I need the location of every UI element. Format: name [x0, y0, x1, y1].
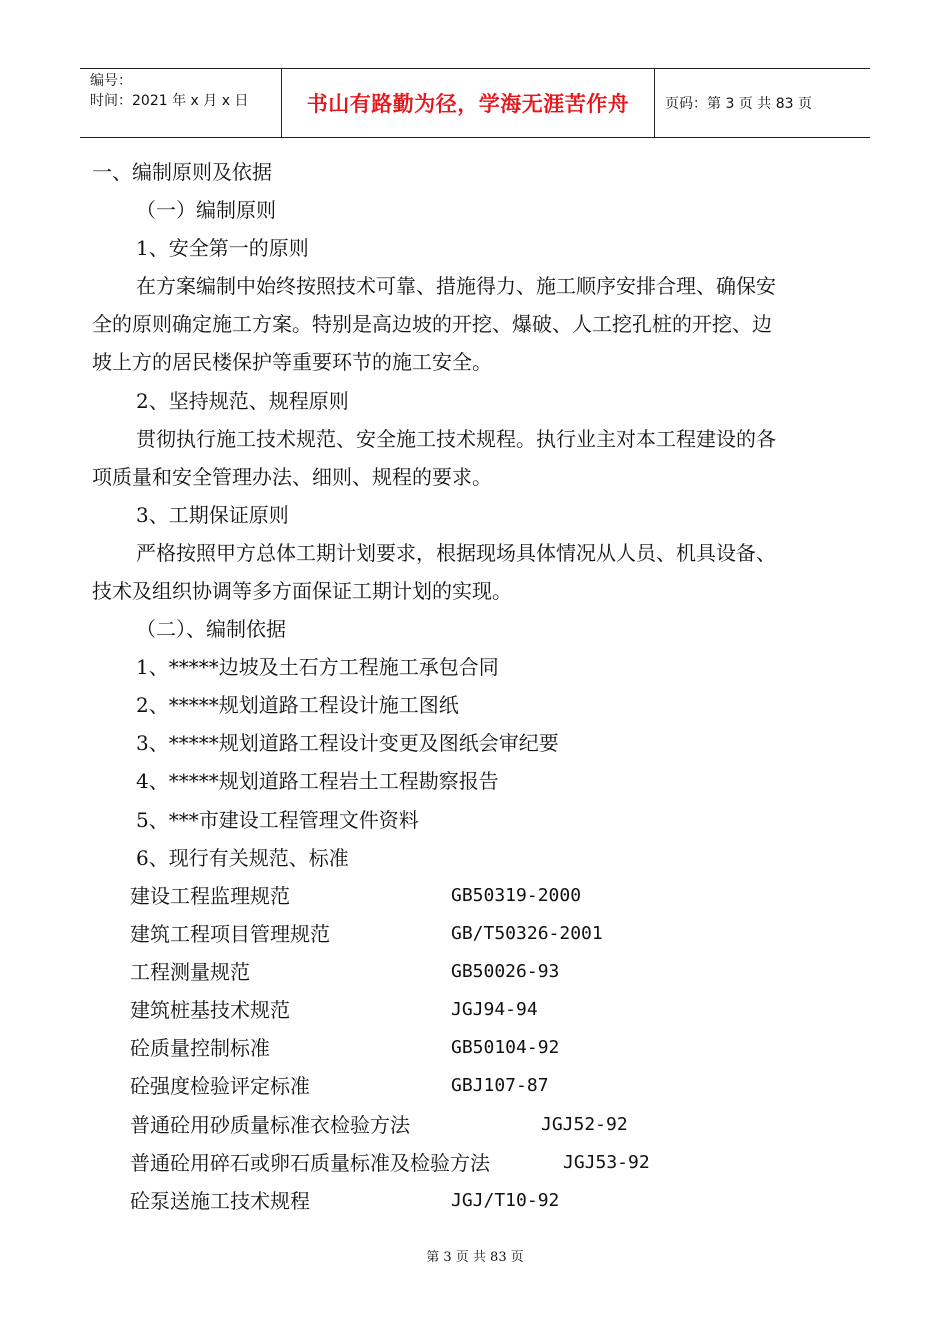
standard-name: 建设工程监理规范: [130, 884, 290, 908]
standard-code: GB50319-2000: [451, 885, 582, 906]
basis-item: 5、***市建设工程管理文件资料: [136, 808, 419, 832]
standard-name: 砼强度检验评定标准: [130, 1074, 310, 1098]
standard-code: JGJ94-94: [451, 999, 538, 1020]
section-heading-basis: （二）、编制依据: [136, 617, 286, 641]
document-header: [80, 68, 870, 138]
basis-item: 6、现行有关规范、标准: [136, 846, 349, 870]
basis-item: 3、*****规划道路工程设计变更及图纸会审纪要: [136, 731, 559, 755]
heading-1: 一、编制原则及依据: [92, 160, 272, 184]
standard-name: 建筑桩基技术规范: [130, 998, 290, 1022]
standard-name: 砼泵送施工技术规程: [130, 1189, 310, 1213]
header-page-info: 页码：第 3 页 共 83 页: [665, 96, 812, 112]
paragraph-line: 坡上方的居民楼保护等重要环节的施工安全。: [92, 350, 492, 374]
header-motto-cell: [282, 69, 655, 137]
standard-name: 普通砼用碎石或卵石质量标准及检验方法: [130, 1151, 490, 1175]
standard-name: 普通砼用砂质量标准衣检验方法: [130, 1113, 410, 1137]
paragraph-line: 技术及组织协调等多方面保证工期计划的实现。: [92, 579, 512, 603]
time-label: 时间：2021 年 x 月 x 日: [90, 93, 249, 109]
paragraph-line: 全的原则确定施工方案。特别是高边坡的开挖、爆破、人工挖孔桩的开挖、边: [92, 312, 772, 336]
standard-code: GB50026-93: [451, 961, 560, 982]
standard-code: GB50104-92: [451, 1037, 560, 1058]
basis-item: 1、*****边坡及土石方工程施工承包合同: [136, 655, 499, 679]
header-meta: [80, 69, 282, 137]
section-heading-principles: （一）编制原则: [136, 198, 276, 222]
paragraph-line: 项质量和安全管理办法、细则、规程的要求。: [92, 465, 492, 489]
standard-name: 工程测量规范: [130, 960, 250, 984]
principle-3-title: 3、工期保证原则: [136, 503, 289, 527]
standard-code: GBJ107-87: [451, 1075, 549, 1096]
standard-code: JGJ/T10-92: [451, 1190, 560, 1211]
basis-item: 2、*****规划道路工程设计施工图纸: [136, 693, 459, 717]
paragraph-line: 在方案编制中始终按照技术可靠、措施得力、施工顺序安排合理、确保安: [136, 274, 776, 298]
basis-item: 4、*****规划道路工程岩土工程勘察报告: [136, 769, 499, 793]
page-footer: 第 3 页 共 83 页: [426, 1250, 524, 1265]
standard-code: JGJ52-92: [541, 1114, 628, 1135]
paragraph-line: 贯彻执行施工技术规范、安全施工技术规程。执行业主对本工程建设的各: [136, 427, 776, 451]
standard-code: JGJ53-92: [563, 1152, 650, 1173]
standard-code: GB/T50326-2001: [451, 923, 603, 944]
number-label: 编号：: [90, 73, 132, 89]
paragraph-line: 严格按照甲方总体工期计划要求，根据现场具体情况从人员、机具设备、: [136, 541, 776, 565]
motto: 书山有路勤为径，学海无涯苦作舟: [306, 92, 630, 116]
standard-name: 砼质量控制标准: [130, 1036, 270, 1060]
standard-name: 建筑工程项目管理规范: [130, 922, 330, 946]
principle-2-title: 2、坚持规范、规程原则: [136, 389, 349, 413]
principle-1-title: 1、安全第一的原则: [136, 236, 309, 260]
